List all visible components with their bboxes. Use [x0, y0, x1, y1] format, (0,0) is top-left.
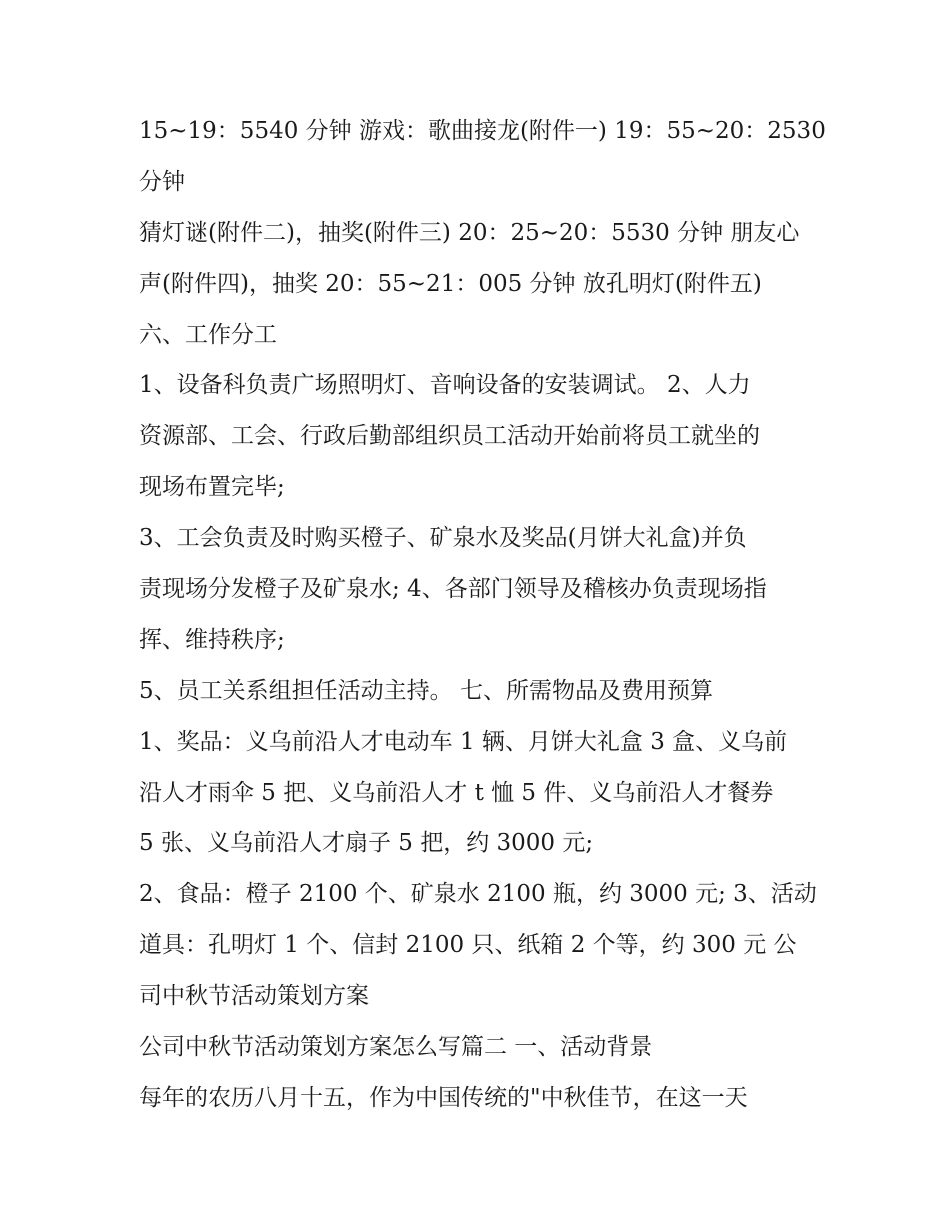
text-line: 1、奖品：义乌前沿人才电动车 1 辆、月饼大礼盒 3 盒、义乌前	[139, 728, 788, 755]
body-text	[139, 111, 829, 1129]
text-line: 分钟	[139, 168, 185, 195]
text-line: 挥、维持秩序;	[139, 626, 285, 653]
text-line: 5 张、义乌前沿人才扇子 5 把，约 3000 元;	[139, 830, 594, 857]
section-heading: 六、工作分工	[139, 321, 277, 348]
text-line: 责现场分发橙子及矿泉水; 4、各部门领导及稽核办负责现场指	[139, 576, 767, 603]
text-line: 现场布置完毕;	[139, 474, 285, 501]
text-line: 3、工会负责及时购买橙子、矿泉水及奖品(月饼大礼盒)并负	[139, 525, 747, 552]
text-line: 1、设备科负责广场照明灯、音响设备的安装调试。 2、人力	[139, 372, 751, 399]
text-line: 声(附件四)，抽奖 20：55~21：005 分钟 放孔明灯(附件五)	[139, 270, 762, 297]
text-line: 5、员工关系组担任活动主持。 七、所需物品及费用预算	[139, 677, 713, 704]
text-line: 2、食品：橙子 2100 个、矿泉水 2100 瓶，约 3000 元; 3、活动	[139, 881, 817, 908]
text-line: 司中秋节活动策划方案	[139, 983, 369, 1010]
text-line: 每年的农历八月十五，作为中国传统的"中秋佳节，在这一天	[139, 1084, 748, 1111]
text-line: 公司中秋节活动策划方案怎么写篇二 一、活动背景	[139, 1034, 653, 1061]
text-line: 15~19：5540 分钟 游戏：歌曲接龙(附件一) 19：55~20：2530	[139, 118, 826, 144]
text-line: 猜灯谜(附件二)，抽奖(附件三) 20：25~20：5530 分钟 朋友心	[139, 219, 800, 246]
text-line: 沿人才雨伞 5 把、义乌前沿人才 t 恤 5 件、义乌前沿人才餐券	[139, 779, 774, 806]
text-line: 道具：孔明灯 1 个、信封 2100 只、纸箱 2 个等，约 300 元 公	[139, 932, 797, 959]
text-line: 资源部、工会、行政后勤部组织员工活动开始前将员工就坐的	[139, 423, 760, 450]
